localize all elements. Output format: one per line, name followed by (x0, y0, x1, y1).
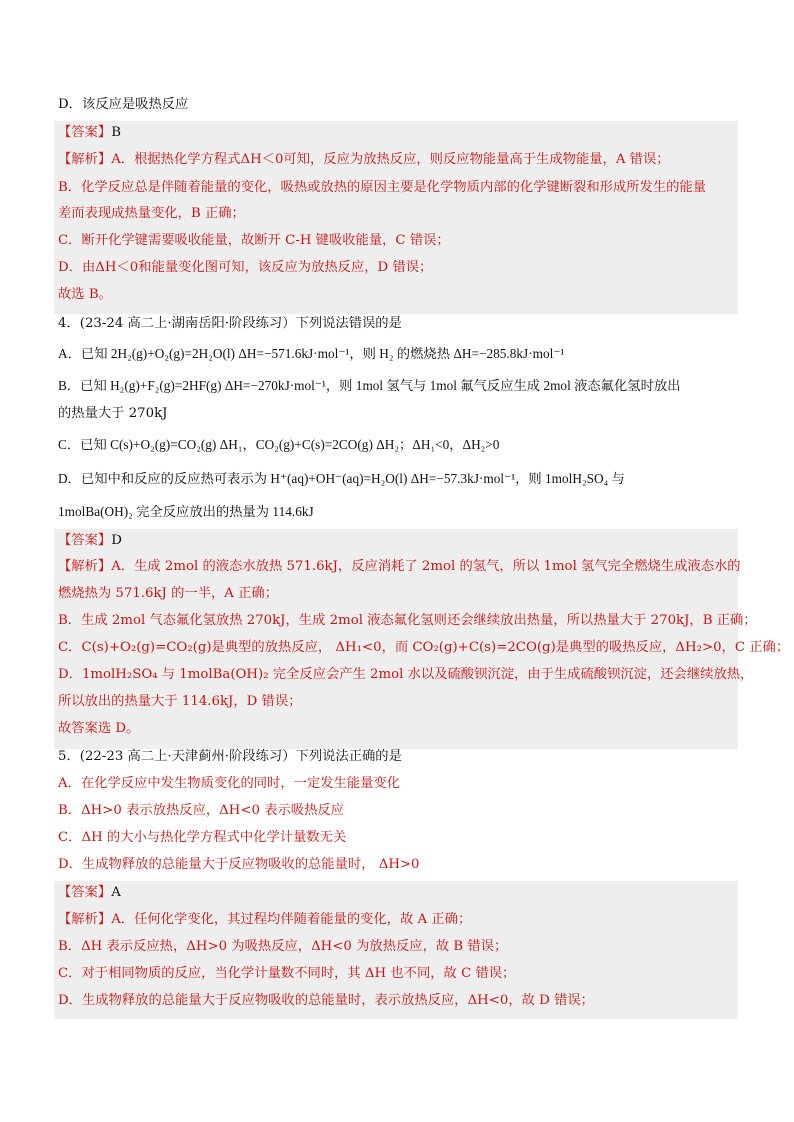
q3-option-d: D．该反应是吸热反应 (58, 97, 189, 112)
q4-stem: 4．(23-24 高二上·湖南岳阳·阶段练习）下列说法错误的是 (58, 316, 402, 331)
answer-value: A (111, 885, 121, 900)
q5-answer-line (58, 884, 121, 902)
q4-option-c: C．已知 C(s)+O₂(g)=CO₂(g) ΔH₁，CO₂(g)+C(s)=2CO(g) ΔH₂；ΔH₁<0，ΔH₂>0 (58, 437, 500, 452)
q5-option-b: B．ΔH>0 表示放热反应，ΔH<0 表示吸热反应 (58, 803, 344, 818)
q4-explain-line-6: 所以放出的热量大于 114.6kJ，D 错误； (58, 694, 302, 709)
q3-explain-line-1 (58, 151, 670, 169)
q4-option-d: D．已知中和反应的反应热可表示为 H⁺(aq)+OH⁻(aq)=H₂O(l) ΔH=−57.3kJ·mol⁻¹，则 1molH₂SO₄ 与 (58, 471, 625, 486)
explain-tag: 【解析】 (58, 559, 112, 574)
q4-explain-line-3: B．生成 2mol 气态氟化氢放热 270kJ，生成 2mol 液态氟化氢则还会继续放出热量，所以热量大于 270kJ，B 正确； (58, 613, 757, 628)
q5-explain-line-1 (58, 911, 471, 929)
explain-text: A．生成 2mol 的液态水放热 571.6kJ，反应消耗了 2mol 的氢气，所以 1mol 氢气完全燃烧生成液态水的 (111, 559, 741, 574)
q5-option-a: A．在化学反应中发生物质变化的同时，一定发生能量变化 (58, 776, 401, 791)
explain-text: A．根据热化学方程式ΔH＜0可知，反应为放热反应，则反应物能量高于生成物能量，A 错误； (111, 152, 670, 167)
q3-explain-line-6: 故选 B。 (58, 287, 112, 302)
q4-explain-line-1 (58, 558, 741, 576)
q3-explain-line-3: 差而表现成热量变化，B 正确； (58, 206, 245, 221)
q4-explain-line-2: 燃烧热为 571.6kJ 的一半，A 正确； (58, 586, 279, 601)
q4-option-b: B．已知 H₂(g)+F₂(g)=2HF(g) ΔH=−270kJ·mol⁻¹，则 1mol 氢气与 1mol 氟气反应生成 2mol 液态氟化氢时放出 (58, 378, 681, 393)
q3-explain-line-4: C．断开化学键需要吸收能量，故断开 C-H 键吸收能量，C 错误； (58, 233, 450, 248)
answer-tag: 【答案】 (58, 125, 112, 140)
q4-option-b-cont: 的热量大于 270kJ (58, 406, 168, 421)
answer-value: D (111, 533, 122, 548)
q4-option-a: A．已知 2H₂(g)+O₂(g)=2H₂O(l) ΔH=−571.6kJ·mol⁻¹，则 H₂ 的燃烧热 ΔH=−285.8kJ·mol⁻¹ (58, 346, 565, 361)
explain-tag: 【解析】 (58, 912, 112, 927)
answer-value: B (111, 125, 121, 140)
q3-answer-line (58, 124, 121, 142)
q3-explain-line-2: B．化学反应总是伴随着能量的变化，吸热或放热的原因主要是化学物质内部的化学键断裂和形成所发生的能量 (58, 180, 707, 195)
q5-option-c: C．ΔH 的大小与热化学方程式中化学计量数无关 (58, 830, 347, 845)
q5-explain-line-3: C．对于相同物质的反应，当化学计量数不同时，其 ΔH 也不同，故 C 错误； (58, 966, 516, 981)
q5-explain-line-2: B．ΔH 表示反应热，ΔH>0 为吸热反应，ΔH<0 为放热反应，故 B 错误； (58, 939, 508, 954)
answer-tag: 【答案】 (58, 885, 112, 900)
q4-explain-line-5: D．1molH₂SO₄ 与 1molBa(OH)₂ 完全反应会产生 2mol 水以及硫酸钡沉淀，由于生成硫酸钡沉淀，还会继续放热， (58, 667, 754, 682)
answer-tag: 【答案】 (58, 533, 112, 548)
explain-tag: 【解析】 (58, 152, 112, 167)
q5-explain-line-4: D．生成物释放的总能量大于反应物吸收的总能量时，表示放热反应，ΔH<0，故 D 错误； (58, 993, 594, 1008)
q5-stem: 5．(22-23 高二上·天津蓟州·阶段练习）下列说法正确的是 (58, 749, 402, 764)
q4-option-d-cont: 1molBa(OH)₂ 完全反应放出的热量为 114.6kJ (58, 504, 314, 519)
q5-option-d: D．生成物释放的总能量大于反应物吸收的总能量时， ΔH>0 (58, 857, 420, 872)
q4-explain-line-7: 故答案选 D。 (58, 721, 140, 736)
q3-explain-line-5: D．由ΔH＜0和能量变化图可知，该反应为放热反应，D 错误； (58, 260, 433, 275)
q4-explain-line-4: C．C(s)+O₂(g)=CO₂(g)是典型的放热反应， ΔH₁<0，而 CO₂(g)+C(s)=2CO(g)是典型的吸热反应，ΔH₂>0，C 正确； (58, 640, 790, 655)
q4-answer-line (58, 532, 122, 550)
explain-text: A．任何化学变化，其过程均伴随着能量的变化，故 A 正确； (111, 912, 472, 927)
